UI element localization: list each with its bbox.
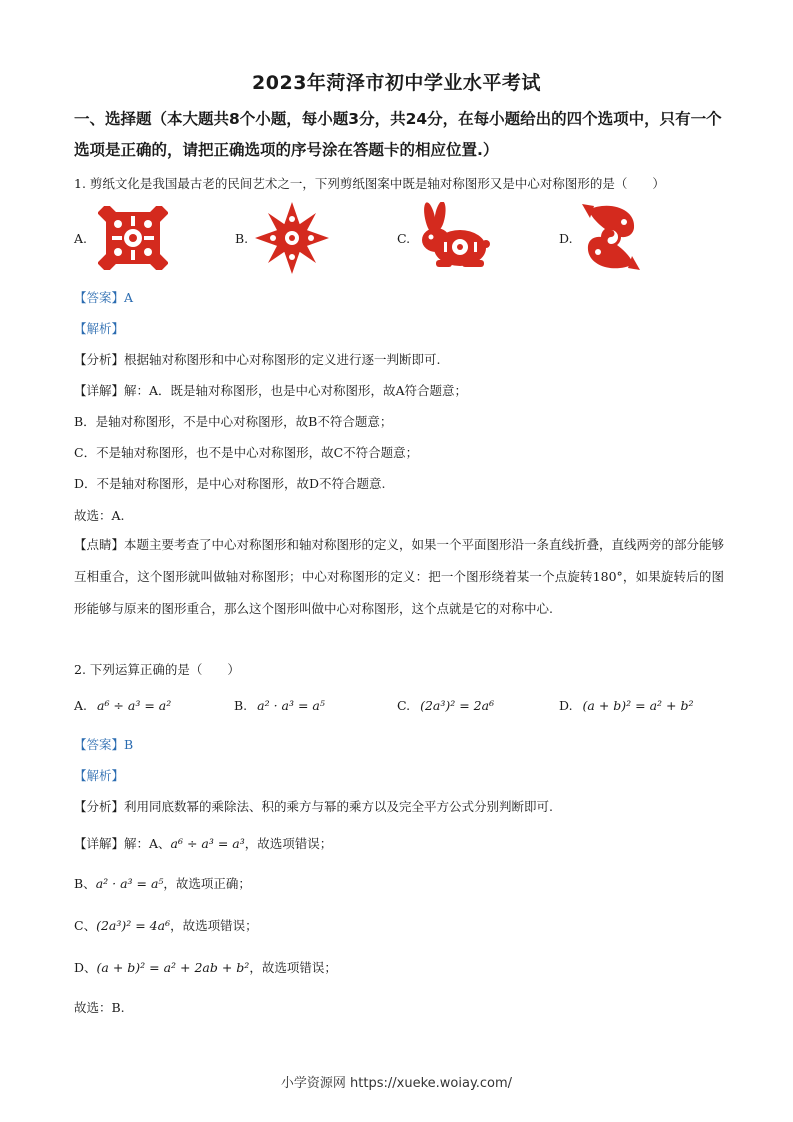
- section-heading: 一、选择题（本大题共8个小题，每小题3分，共24分，在每小题给出的四个选项中，只有一个选项是正确的，请把正确选项的序号涂在答题卡的相应位置.）: [74, 110, 722, 159]
- papercut-a-image: [98, 206, 168, 270]
- q2-detail-2-pre: B、: [74, 876, 96, 891]
- papercut-d-fish-image: [578, 200, 644, 274]
- q1-dianjing: 【点睛】本题主要考查了中心对称图形和轴对称图形的定义，如果一个平面图形沿一条直线折叠，直线两旁的部分能够互相重合，这个图形就叫做轴对称图形；中心对称图形的定义：把一个图形绕着某一个点旋转180°，如果旋转后的图形能够与原来的图形重合，那么这个图形叫做中心对称图形，这个点就是它的对称中心.: [74, 537, 725, 616]
- q2-option-c: [397, 698, 494, 713]
- q2-analysis-tag: 【解析】: [74, 768, 125, 783]
- q1-choose: 故选：A.: [74, 508, 125, 523]
- q2-detail-4-post: ，故选项错误；: [249, 960, 337, 975]
- q2-detail-3-math: (2a³)² = 4a⁶: [96, 918, 171, 933]
- q2-detail-2-math: a² · a³ = a⁵: [95, 876, 164, 891]
- papercut-b-image: [255, 202, 329, 274]
- q1-option-c-label: C.: [397, 231, 411, 246]
- q2-detail-4-math: (a + b)² = a² + 2ab + b²: [96, 960, 250, 975]
- q2-detail-1-pre: 【详解】解：A、: [74, 836, 171, 851]
- q2-detail-4: [74, 958, 337, 976]
- q2-option-a-math: a⁶ ÷ a³ = a²: [97, 698, 172, 713]
- q2-detail-3: [74, 916, 258, 934]
- q1-stem: 1. 剪纸文化是我国最古老的民间艺术之一，下列剪纸图案中既是轴对称图形又是中心对称图形的是（ ）: [74, 176, 665, 191]
- q1-answer: 【答案】A: [74, 290, 134, 305]
- q2-choose: 故选：B.: [74, 1000, 125, 1015]
- q2-option-b-math: a² · a³ = a⁵: [257, 698, 325, 713]
- q2-detail-3-post: ，故选项错误；: [170, 918, 258, 933]
- q2-option-d: [559, 698, 694, 713]
- q2-detail-2-post: ，故选项正确；: [163, 876, 251, 891]
- q1-option-d-label: D.: [559, 231, 573, 246]
- q2-option-b: [234, 698, 325, 713]
- q2-option-d-label: D.: [559, 698, 573, 713]
- q2-option-c-math: (2a³)² = 2a⁶: [420, 698, 495, 713]
- q2-option-b-label: B.: [234, 698, 248, 713]
- q2-answer: 【答案】B: [74, 737, 134, 752]
- q2-detail-4-pre: D、: [74, 960, 97, 975]
- q2-detail-2: [74, 874, 251, 892]
- q2-detail-3-pre: C、: [74, 918, 97, 933]
- q2-detail-1-math: a⁶ ÷ a³ = a³: [170, 836, 245, 851]
- q1-detail-3: C．不是轴对称图形，也不是中心对称图形，故C不符合题意；: [74, 445, 419, 460]
- q1-detail-2: B．是轴对称图形，不是中心对称图形，故B不符合题意；: [74, 414, 393, 429]
- q2-detail-1-post: ，故选项错误；: [244, 836, 333, 851]
- q1-detail-4: D．不是轴对称图形，是中心对称图形，故D不符合题意.: [74, 476, 386, 491]
- q2-stem: 2. 下列运算正确的是（ ）: [74, 662, 240, 677]
- q2-detail-1: [74, 834, 332, 852]
- papercut-c-rabbit-image: [416, 202, 490, 272]
- q1-option-b-label: B.: [235, 231, 249, 246]
- q1-option-a-label: A.: [74, 231, 88, 246]
- page-title: 2023年菏泽市初中学业水平考试: [252, 72, 541, 94]
- q2-option-a-label: A.: [74, 698, 88, 713]
- q1-detail-1: 【详解】解：A．既是轴对称图形，也是中心对称图形，故A符合题意；: [74, 383, 468, 398]
- q1-analysis-tag: 【解析】: [74, 321, 125, 336]
- q2-option-c-label: C.: [397, 698, 411, 713]
- footer-source: 小学资源网 https://xueke.woiay.com/: [280, 1076, 513, 1091]
- q2-option-a: [74, 698, 171, 713]
- q2-fenxi: 【分析】利用同底数幂的乘除法、积的乘方与幂的乘方以及完全平方公式分别判断即可.: [74, 799, 553, 814]
- q1-fenxi: 【分析】根据轴对称图形和中心对称图形的定义进行逐一判断即可.: [74, 352, 441, 367]
- q2-option-d-math: (a + b)² = a² + b²: [582, 698, 694, 713]
